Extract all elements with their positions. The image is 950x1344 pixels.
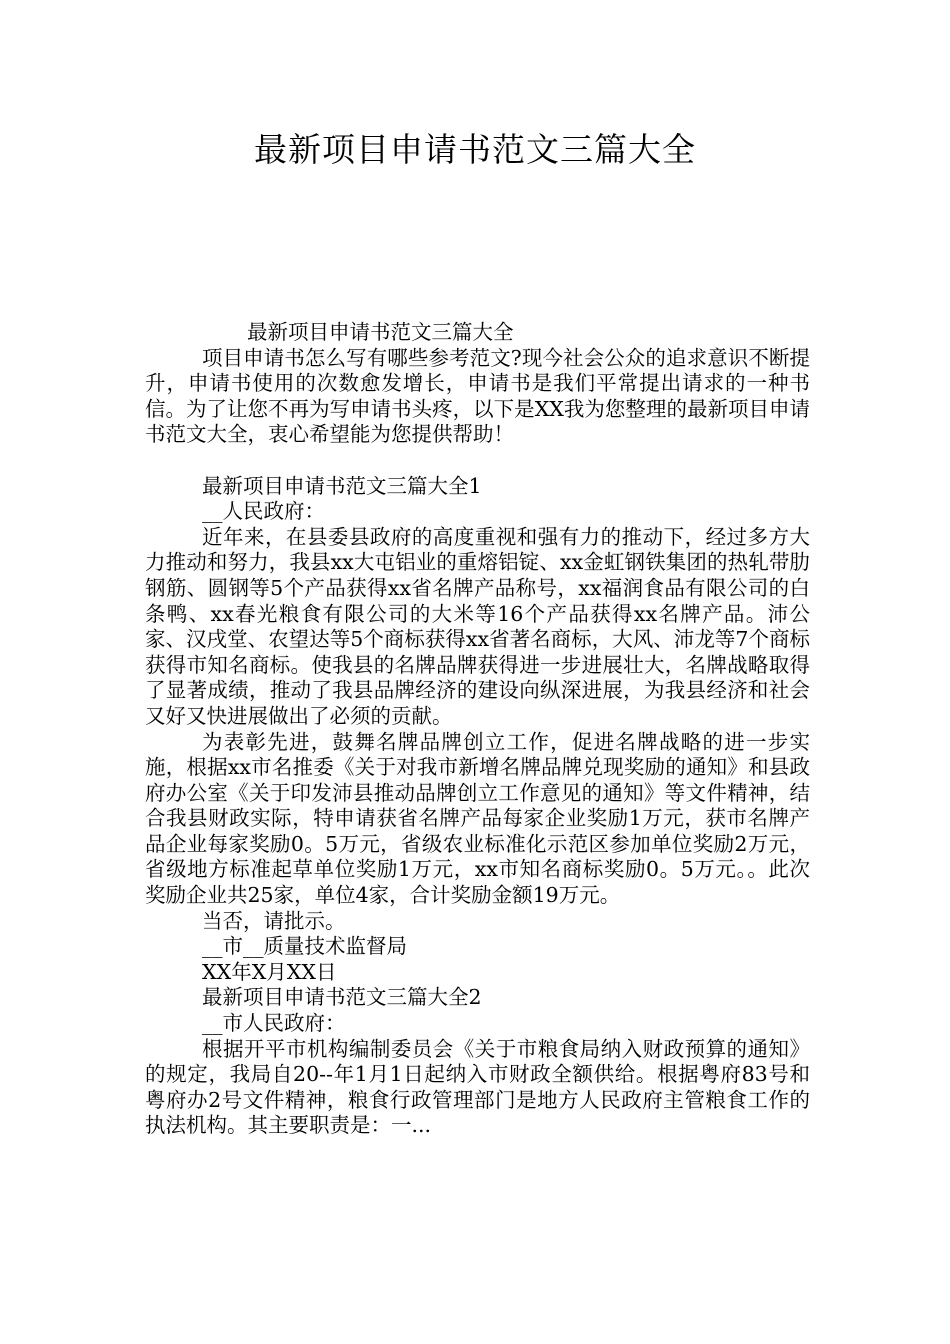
document-body [145,320,810,1139]
section2-paragraph-1: 根据开平市机构编制委员会《关于市粮食局纳入财政预算的通知》的规定，我局自20--年1月1日起纳入市财政全额供给。根据粤府83号和粤府办2号文件精神，粮食行政管理部门是地方人民政府主管粮食工作的执法机构。其主要职责是：一... [145,1036,810,1138]
blank-line [145,448,810,474]
intro-paragraph: 项目申请书怎么写有哪些参考范文?现今社会公众的追求意识不断提升，申请书使用的次数愈发增长，申请书是我们平常提出请求的一种书信。为了让您不再为写申请书头疼，以下是XX我为您整理的最新项目申请书范文大全，衷心希望能为您提供帮助！ [145,345,810,447]
section2-heading: 最新项目申请书范文三篇大全2 [202,985,482,1010]
section1-closing: 当否，请批示。 [202,908,346,933]
section2-salutation: __市人民政府： [202,1011,346,1036]
section1-paragraph-1: 近年来，在县委县政府的高度重视和强有力的推动下，经过多方大力推动和努力，我县xx大屯铝业的重熔铝锭、xx金虹钢铁集团的热轧带肋钢筋、圆钢等5个产品获得xx省名牌产品称号，xx福润食品有限公司的白条鸭、xx春光粮食有限公司的大米等16个产品获得xx名牌产品。沛公家、汉戌堂、农望达等5个商标获得xx省著名商标，大风、沛龙等7个商标获得市知名商标。使我县的名牌品牌获得进一步进展壮大，名牌战略取得了显著成绩，推动了我县品牌经济的建设向纵深进展，为我县经济和社会又好又快进展做出了必须的贡献。 [145,524,810,728]
section1-salutation: __人民政府： [202,499,325,524]
section1-date: XX年X月XX日 [202,959,337,984]
section1-signature: __市__质量技术监督局 [202,934,407,959]
section1-heading: 最新项目申请书范文三篇大全1 [202,473,482,498]
document-subtitle: 最新项目申请书范文三篇大全 [247,320,514,344]
section1-paragraph-2: 为表彰先进，鼓舞名牌品牌创立工作，促进名牌战略的进一步实施，根据xx市名推委《关于对我市新增名牌品牌兑现奖励的通知》和县政府办公室《关于印发沛县推动品牌创立工作意见的通知》等文件精神，结合我县财政实际，特申请获省名牌产品每家企业奖励1万元，获市名牌产品企业每家奖励0。5万元，省级农业标准化示范区参加单位奖励2万元，省级地方标准起草单位奖励1万元，xx市知名商标奖励0。5万元。。此次奖励企业共25家，单位4家，合计奖励金额19万元。 [145,729,810,908]
document-title: 最新项目申请书范文三篇大全 [254,130,696,169]
